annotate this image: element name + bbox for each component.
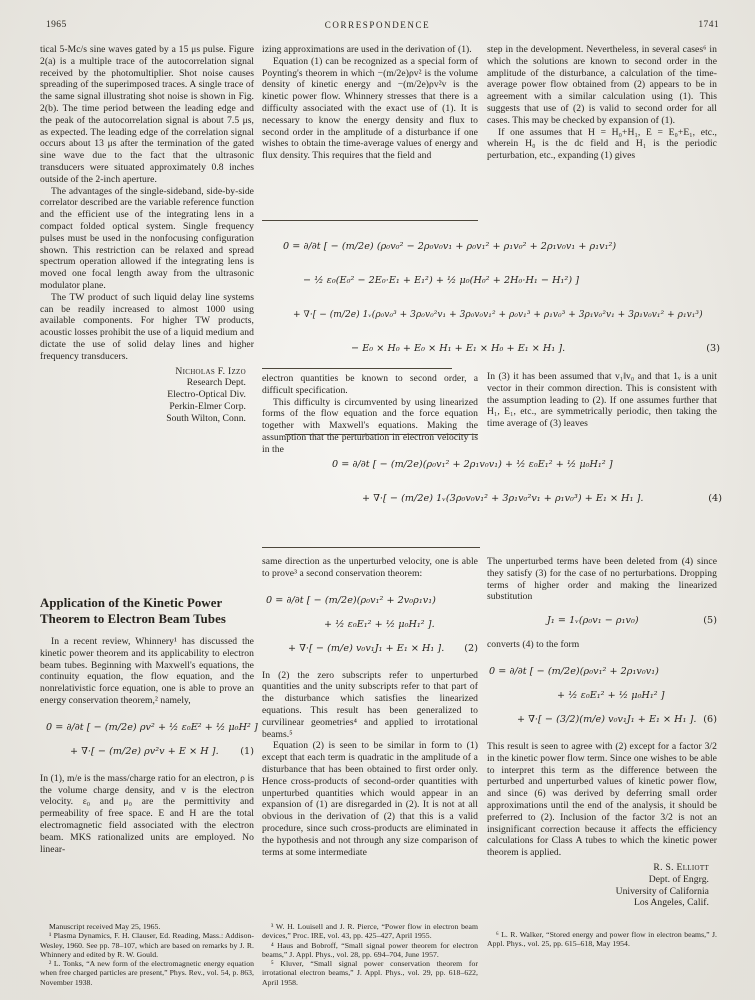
equation-6 bbox=[487, 660, 717, 732]
equation-line: − E₀ × H₀ + E₀ × H₁ + E₁ × H₀ + E₁ × H₁ ]. bbox=[351, 343, 566, 354]
column-rule bbox=[262, 547, 480, 548]
equation-line: + ½ ε₀E₁² + ½ μ₀H₁² ] bbox=[557, 689, 665, 701]
equation-number: (6) bbox=[703, 713, 717, 725]
author-affiliation: Dept. of Engrg. bbox=[648, 873, 709, 885]
equation-line: + ∇·[ − (3/2)(m/e) v₀v₁J₁ + E₁ × H₁ ]. bbox=[517, 713, 697, 725]
equation-number: (3) bbox=[706, 343, 720, 354]
equation-line: + ∇·[ − (m/e) v₀v₁J₁ + E₁ × H₁ ]. bbox=[288, 642, 445, 654]
left-column-top bbox=[40, 44, 254, 425]
column-rule bbox=[262, 368, 452, 369]
left-column-article bbox=[40, 596, 258, 855]
equation-line: − ½ ε₀(E₀² − 2E₀·E₁ + E₁²) + ½ μ₀(H₀² + 2H₀·H₁ − H₁²) ] bbox=[303, 275, 579, 286]
paragraph: tical 5-Mc/s sine waves gated by a 15 μs pulse. Figure 2(a) is a multiple trace of the autocorrelation signal received by the photomultiplier. Shot noise causes spreading of the superimposed traces. A single trace of the same signal illustrating shot noise is shown in Fig. 2(b). The time period between the leading edge and the peak of the autocorrelation signal is about 7.5 μs, as expected. The leading edge of the correlation signal occurs about 13 μs after the termination of the gated sine wave due to the fact that the ultrasonic transducers were situated approximately 0.8 inches outside of the 2-inch aperture. bbox=[40, 44, 254, 185]
equation-line: + ∇·[ − (m/2e) ρv²v + E × H ]. bbox=[70, 745, 219, 757]
footnote: ¹ Plasma Dynamics, F. H. Clauser, Ed. Reading, Mass.: Addison-Wesley, 1960. See pp. 78–107, which are based on remarks by J. R. Whinnery and edited by R. W. Gould. bbox=[40, 931, 254, 959]
paragraph: In (3) it has been assumed that v₁‖v₀ and that 1ᵥ is a unit vector in their common direction. This is consistent with the assumption leading to (2). If one assumes further that H₁, E₁, etc., are symmetrically periodic, then taking the time average of (3) leaves bbox=[487, 371, 717, 430]
right-footnotes bbox=[487, 930, 717, 949]
author-affiliation: Research Dept. bbox=[186, 377, 246, 389]
footnote: Manuscript received May 25, 1965. bbox=[49, 922, 161, 931]
equation-line: + ∇·[ − (m/2e) 1ᵥ(3ρ₀v₀v₁² + 3ρ₁v₀²v₁ + ρ₁v₀³) + E₁ × H₁ ]. bbox=[362, 493, 644, 504]
author-affiliation: University of California bbox=[615, 885, 709, 897]
equation-5 bbox=[487, 612, 717, 630]
author-affiliation: South Wilton, Conn. bbox=[166, 412, 246, 424]
equation-2 bbox=[262, 589, 478, 661]
footnote: ⁵ Kluver, “Small signal power conservation theorem for irrotational electron beams,” J. Appl. Phys., vol. 29, pp. 618–622, April 1958. bbox=[262, 959, 478, 987]
header-page-number: 1741 bbox=[698, 20, 719, 30]
paragraph: electron quantities be known to second order, a difficult specification. bbox=[262, 373, 478, 396]
equation-number: (5) bbox=[703, 615, 717, 627]
middle-column-mid bbox=[262, 373, 478, 456]
paragraph: In a recent review, Whinnery¹ has discussed the kinetic power theorem and its applicability to electron beam tubes. Beginning with Maxwell's equations, the continuity equation, the flow equation, and the nonrelativistic force equation, one is able to prove an energy conservation theorem,² namely, bbox=[40, 636, 254, 706]
equation-line: 0 = ∂/∂t [ − (m/2e)(ρ₀v₁² + 2ρ₁v₀v₁) + ½ ε₀E₁² + ½ μ₀H₁² ] bbox=[332, 459, 613, 470]
middle-column-bottom bbox=[262, 556, 478, 858]
article-title: Application of the Kinetic Power Theorem to Electron Beam Tubes bbox=[40, 596, 226, 626]
equation-number: (1) bbox=[240, 745, 254, 757]
paragraph: Equation (1) can be recognized as a special form of Poynting's theorem in which −(m/2e)ρv² is the volume density of kinetic energy and −(m/2e)ρv²v is the kinetic power flow. Whinnery stresses that there is a difficulty associated with the exact use of (1). It is necessary to know the energy density and flux to second order in the amplitude of a disturbance if one wishes to obtain the time-average values of energy and flux density. This requires that the field and bbox=[262, 55, 478, 162]
paragraph: same direction as the unperturbed velocity, one is able to prove³ a second conservation theorem: bbox=[262, 556, 478, 579]
paragraph: The advantages of the single-sideband, side-by-side correlator described are the variable reference function and the efficient use of the integrating lens in a compact folded optical system. Single frequency pulses must be used in the nonfocusing configuration shown. This restriction can be relaxed and spread spectrum operation allowed if the integrating lens is moved one focal length away from the ultrasonic modulator plane. bbox=[40, 185, 254, 291]
equation-line: 0 = ∂/∂t [ − (m/2e) (ρ₀v₀² − 2ρ₀v₀v₁ + ρ₀v₁² + ρ₁v₀² + 2ρ₁v₀v₁ + ρ₁v₁²) bbox=[283, 241, 617, 252]
paragraph: converts (4) to the form bbox=[487, 639, 580, 651]
equation-line: 0 = ∂/∂t [ − (m/2e)(ρ₀v₁² + 2ρ₁v₀v₁) bbox=[489, 665, 659, 677]
author-affiliation: Electro-Optical Div. bbox=[167, 389, 246, 401]
left-footnotes bbox=[40, 922, 254, 987]
paragraph: This result is seen to agree with (2) except for a factor 3/2 in the kinetic power flow term. Since one wishes to be able to interpret this term as the difference between the perturbed and unperturbed values of kinetic power flow, and since (6) was derived by deferring small order approximations until the end of the analysis, it should be preferred to (2). Inclusion of the factor 3/2 is not an insignificant correction because it affects the efficiency calculations for Class A tubes to which the kinetic power theorem is applied. bbox=[487, 740, 717, 859]
equation-number: (4) bbox=[708, 493, 722, 504]
paragraph: izing approximations are used in the derivation of (1). bbox=[262, 44, 472, 55]
right-column-bottom bbox=[487, 556, 717, 909]
equation-3 bbox=[265, 230, 720, 366]
equation-line: 0 = ∂/∂t [ − (m/2e)(ρ₀v₁² + 2v₀ρ₁v₁) bbox=[266, 594, 436, 606]
equation-line: + ∇·[ − (m/2e) 1ᵥ(ρ₀v₀³ + 3ρ₀v₀²v₁ + 3ρ₀v₀v₁² + ρ₀v₁³ + ρ₁v₀³ + 3ρ₁v₀²v₁ + 3ρ₁v₀v₁² + ρ₁v₁³) bbox=[293, 310, 703, 320]
column-rule bbox=[262, 220, 478, 221]
paragraph: Equation (2) is seen to be similar in form to (1) except that each term is quadratic in the amplitude of a disturbance that has been obtained to first order only. Hence cross-products of second-order quantities with unperturbed quantities which would appear in an expansion of (1) are disregarded in (2). It is not at all obvious in the derivation of (2) that this is a valid procedure, since such cross-products are eliminated in the hypothesis and not through any size comparison of terms at some intermediate bbox=[262, 740, 478, 858]
paragraph: step in the development. Nevertheless, in several cases⁶ in which the solutions are known to second order in the amplitude of the disturbance, a calculation of the time-average power flow obtained from (2) appears to be in agreement with a similar calculation using (1). This suggests that use of (2) is valid to second order for all cases. This may be checked by expansion of (1). bbox=[487, 44, 717, 126]
author-name: R. S. Elliott bbox=[653, 861, 709, 873]
header-journal-title: CORRESPONDENCE bbox=[324, 20, 431, 30]
author-affiliation: Perkin-Elmer Corp. bbox=[169, 400, 246, 412]
equation-4 bbox=[262, 448, 722, 516]
equation-line: 0 = ∂/∂t [ − (m/2e) ρv² + ½ ε₀E² + ½ μ₀H² ] bbox=[46, 721, 258, 733]
middle-column-top bbox=[262, 44, 478, 162]
paragraph: In (2) the zero subscripts refer to unperturbed quantities and the unity subscripts refer to that part of the disturbance which satisfies the linearized equations. This result has been generalized to curvilinear geometries⁴ and applied to irrotational beams.⁵ bbox=[262, 669, 478, 740]
author-signature bbox=[487, 862, 717, 909]
right-column-mid bbox=[487, 371, 717, 430]
header-year: 1965 bbox=[46, 20, 67, 30]
equation-line: + ½ ε₀E₁² + ½ μ₀H₁² ]. bbox=[324, 618, 435, 630]
footnote: ² L. Tonks, “A new form of the electromagnetic energy equation when free charged particles are present,” Phys. Rev., vol. 54, p. 863, November 1938. bbox=[40, 959, 254, 987]
author-name: Nicholas F. Izzo bbox=[175, 365, 246, 377]
footnote: ³ W. H. Louisell and J. R. Pierce, “Power flow in electron beam devices,” Proc. IRE, vol. 43, pp. 425–427, April 1955. bbox=[262, 922, 478, 941]
footnote: ⁶ L. R. Walker, “Stored energy and power flow in electron beams,” J. Appl. Phys., vol. 25, pp. 615–618, May 1954. bbox=[487, 930, 717, 949]
footnote: ⁴ Haus and Bobroff, “Small signal power theorem for electron beams,” J. Appl. Phys., vol. 28, pp. 694–704, June 1957. bbox=[262, 940, 478, 959]
author-signature bbox=[40, 366, 254, 425]
paragraph: In (1), m/e is the mass/charge ratio for an electron, ρ is the volume charge density, and v is the electron velocity. ε₀ and μ₀ are the permittivity and permeability of free space. E and H are the total electromagnetic field associated with the electron beam. MKS rationalized units are employed. No linear- bbox=[40, 772, 254, 855]
middle-footnotes bbox=[262, 922, 478, 987]
paragraph: This difficulty is circumvented by using linearized forms of the flow equation and the force equation together with Maxwell's equations. Making the assumption that the perturbation in electron velocity is in the bbox=[262, 396, 478, 455]
equation-line: J₁ = 1ᵥ(ρ₀v₁ − ρ₁v₀) bbox=[547, 615, 639, 627]
paragraph: If one assumes that H = H₀+H₁, E = E₀+E₁, etc., wherein H₀ is the dc field and H₁ is the periodic perturbation, etc., expanding (1) gives bbox=[487, 126, 717, 162]
author-affiliation: Los Angeles, Calif. bbox=[633, 897, 709, 909]
paragraph: The unperturbed terms have been deleted from (4) since they satisfy (3) for the case of no perturbations. Dropping terms of higher order and making the linearized substitution bbox=[487, 556, 717, 603]
right-column-top bbox=[487, 44, 717, 162]
equation-1 bbox=[40, 716, 258, 764]
paragraph: The TW product of such liquid delay line systems can be readily increased to almost 1000 using available components. For higher TW products, acoustic losses prohibit the use of a liquid medium and dictate the use of solid delay lines and higher frequency transducers. bbox=[40, 291, 254, 362]
column-rule bbox=[285, 434, 478, 435]
equation-number: (2) bbox=[464, 642, 478, 654]
